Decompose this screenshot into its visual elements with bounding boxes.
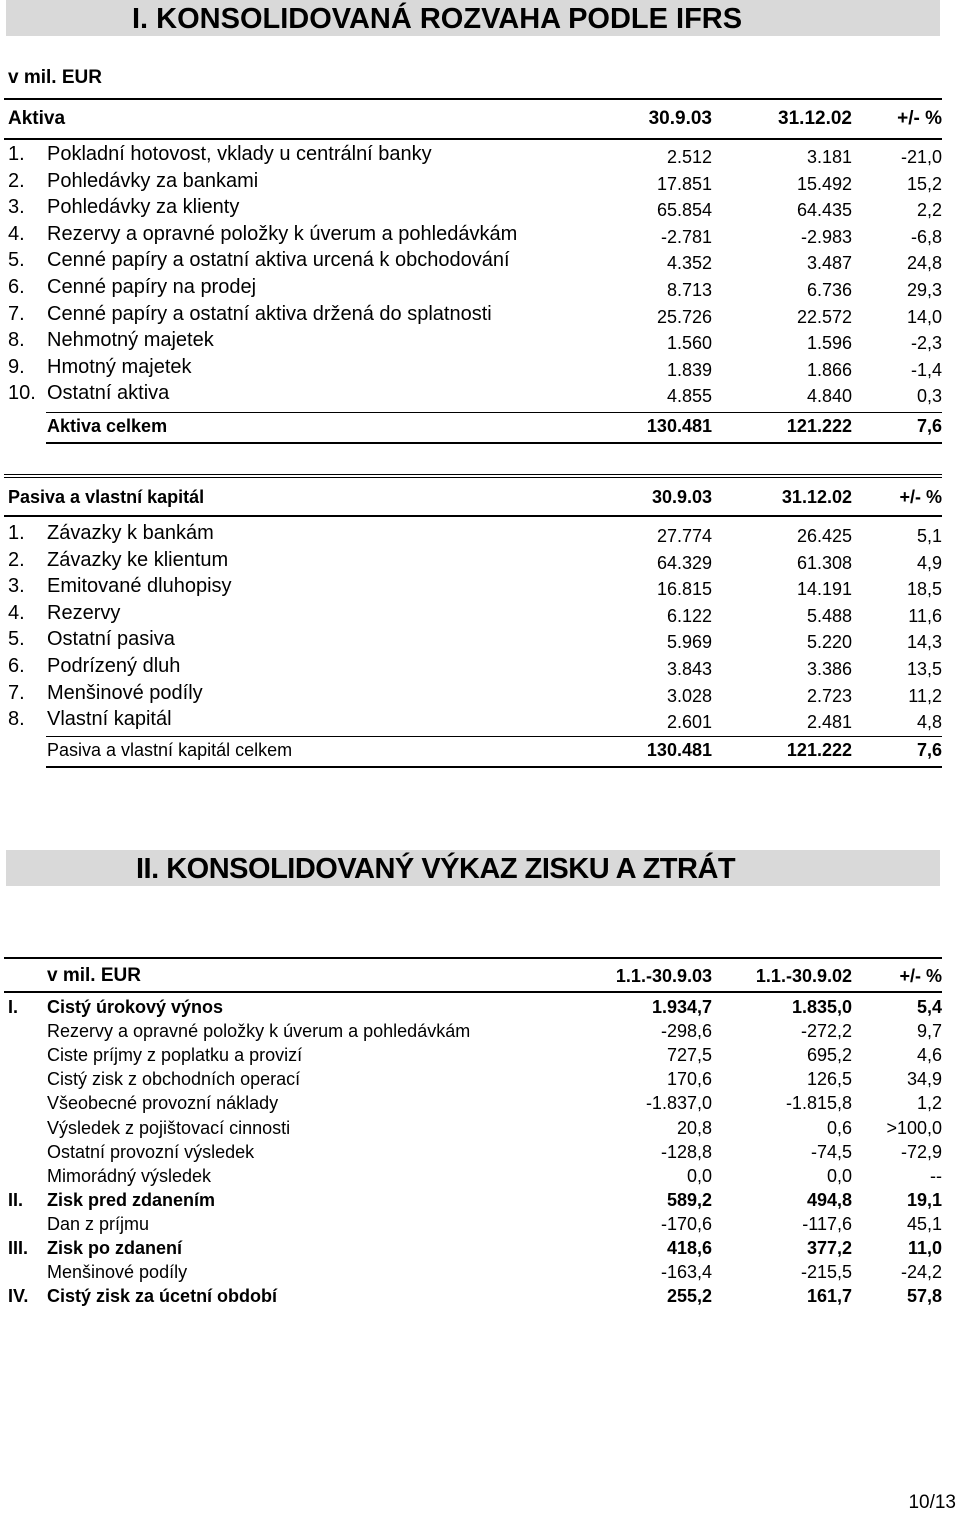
row-value-3: 15,2 bbox=[906, 173, 942, 194]
row-value-2: 494,8 bbox=[806, 1189, 852, 1210]
liabilities-row bbox=[0, 680, 960, 706]
row-value-3: >100,0 bbox=[886, 1117, 942, 1138]
divider bbox=[4, 138, 942, 140]
row-value-2: 15.492 bbox=[796, 173, 852, 194]
row-label: Cistý zisk za úcetní období bbox=[47, 1286, 278, 1307]
row-value-1: 170,6 bbox=[666, 1069, 712, 1090]
liabilities-header-col2: 31.12.02 bbox=[781, 487, 852, 507]
row-label: Cistý úrokový výnos bbox=[47, 997, 224, 1017]
income-row bbox=[0, 1042, 960, 1068]
row-value-2: 5.220 bbox=[806, 632, 852, 653]
income-header-col1: 1.1.-30.9.03 bbox=[615, 966, 712, 986]
income-row bbox=[0, 1115, 960, 1141]
income-header-label: v mil. EUR bbox=[47, 965, 141, 986]
row-label: Emitované dluhopisy bbox=[47, 575, 232, 598]
row-value-3: 19,1 bbox=[906, 1189, 942, 1210]
assets-total-row bbox=[0, 413, 960, 439]
income-row bbox=[0, 1066, 960, 1092]
row-number: 8. bbox=[8, 329, 25, 352]
row-value-2: 64.435 bbox=[796, 200, 852, 221]
row-value-2: 6.736 bbox=[806, 280, 852, 300]
row-value-2: 22.572 bbox=[796, 306, 852, 327]
assets-row bbox=[0, 168, 960, 194]
row-label: Pohledávky za klienty bbox=[47, 196, 240, 219]
row-value-1: 1.839 bbox=[666, 359, 712, 380]
row-value-2: 4.840 bbox=[806, 386, 852, 407]
row-value-3: 11,2 bbox=[908, 685, 942, 706]
row-value-3: 57,8 bbox=[906, 1286, 942, 1307]
income-row bbox=[0, 994, 960, 1020]
row-value-2: 3.181 bbox=[806, 147, 852, 167]
income-header-col3: +/- % bbox=[899, 966, 942, 986]
row-label: Zisk po zdanení bbox=[47, 1238, 183, 1258]
row-label: Cenné papíry na prodej bbox=[47, 276, 257, 298]
row-value-3: 5,4 bbox=[916, 997, 942, 1017]
assets-row bbox=[0, 301, 960, 327]
assets-header bbox=[0, 106, 960, 132]
row-number: 4. bbox=[8, 601, 25, 624]
row-label: Závazky ke klientum bbox=[47, 548, 229, 571]
row-value-1: 16.815 bbox=[656, 579, 712, 600]
assets-row bbox=[0, 327, 960, 353]
row-value-2: -215,5 bbox=[800, 1262, 852, 1283]
section-2-title: II. KONSOLIDOVANÝ VÝKAZ ZISKU A ZTRÁT bbox=[136, 853, 736, 885]
income-row bbox=[0, 1139, 960, 1165]
row-value-3: 4,9 bbox=[916, 552, 942, 573]
row-label: Menšinové podíly bbox=[47, 1262, 188, 1283]
row-value-2: 377,2 bbox=[806, 1238, 852, 1258]
row-label: Vlastní kapitál bbox=[47, 708, 172, 731]
row-value-1: 25.726 bbox=[656, 306, 712, 327]
row-value-2: 695,2 bbox=[806, 1045, 852, 1066]
row-value-1: 6.122 bbox=[666, 605, 712, 626]
assets-row bbox=[0, 141, 960, 167]
row-label: Ostatní aktiva bbox=[47, 382, 170, 405]
row-value-1: 2.601 bbox=[666, 712, 712, 733]
income-row bbox=[0, 1187, 960, 1213]
divider bbox=[4, 515, 942, 517]
liabilities-row bbox=[0, 547, 960, 573]
row-value-1: 727,5 bbox=[666, 1045, 712, 1066]
row-value-2: 1.596 bbox=[806, 333, 852, 354]
row-value-3: 29,3 bbox=[906, 280, 942, 300]
row-value-3: 1,2 bbox=[916, 1093, 942, 1114]
row-value-3: -24,2 bbox=[900, 1262, 942, 1283]
page-number: 10/13 bbox=[908, 1492, 956, 1513]
row-value-1: 2.512 bbox=[666, 147, 712, 167]
row-label: Ostatní pasiva bbox=[47, 628, 175, 651]
row-value-1: 3.843 bbox=[666, 659, 712, 679]
row-number: 4. bbox=[8, 222, 25, 245]
row-label: Dan z príjmu bbox=[47, 1213, 150, 1234]
row-value-3: 11,6 bbox=[908, 605, 942, 626]
row-value-2: 3.487 bbox=[806, 253, 852, 274]
income-row bbox=[0, 1090, 960, 1116]
assets-header-label: Aktiva bbox=[8, 108, 66, 129]
row-value-2: 2.723 bbox=[806, 685, 852, 706]
row-value-2: 61.308 bbox=[796, 552, 852, 573]
row-label: Podrízený dluh bbox=[47, 655, 181, 677]
row-number: III. bbox=[8, 1238, 29, 1258]
row-value-3: -- bbox=[930, 1165, 942, 1186]
row-value-3: 0,3 bbox=[916, 386, 942, 407]
row-value-1: -163,4 bbox=[660, 1262, 712, 1283]
divider bbox=[4, 991, 942, 993]
row-label: Cenné papíry a ostatní aktiva držená do splatnosti bbox=[47, 302, 492, 325]
row-number: 5. bbox=[8, 628, 25, 651]
row-value-1: 17.851 bbox=[656, 173, 712, 194]
income-row bbox=[0, 1235, 960, 1261]
row-label: Závazky k bankám bbox=[47, 522, 214, 544]
row-value-3: 14,3 bbox=[906, 632, 942, 653]
row-value-3: 9,7 bbox=[916, 1021, 942, 1042]
row-value-1: -170,6 bbox=[660, 1213, 712, 1234]
row-value-1: 589,2 bbox=[666, 1189, 712, 1210]
row-number: 7. bbox=[8, 302, 25, 325]
income-row bbox=[0, 1211, 960, 1237]
assets-total-label: Aktiva celkem bbox=[47, 416, 168, 436]
row-value-3: 45,1 bbox=[906, 1213, 942, 1234]
row-value-1: 3.028 bbox=[666, 685, 712, 706]
row-value-1: 0,0 bbox=[686, 1165, 712, 1186]
liabilities-total-v3: 7,6 bbox=[916, 740, 942, 760]
liabilities-header-col1: 30.9.03 bbox=[651, 487, 712, 507]
row-number: 10. bbox=[8, 382, 36, 405]
row-label: Výsledek z pojištovací cinnosti bbox=[47, 1117, 291, 1138]
row-value-3: 13,5 bbox=[906, 659, 942, 679]
section-2-banner bbox=[6, 850, 940, 886]
liabilities-header-col3: +/- % bbox=[899, 487, 942, 507]
row-label: Zisk pred zdanením bbox=[47, 1189, 216, 1210]
row-value-2: -1.815,8 bbox=[785, 1093, 852, 1114]
unit-label: v mil. EUR bbox=[8, 67, 102, 88]
row-value-3: 14,0 bbox=[906, 306, 942, 327]
row-value-3: 4,8 bbox=[916, 712, 942, 733]
row-label: Hmotný majetek bbox=[47, 355, 192, 378]
liabilities-row bbox=[0, 573, 960, 599]
row-value-2: -2.983 bbox=[800, 226, 852, 247]
income-row bbox=[0, 1283, 960, 1309]
row-number: 1. bbox=[8, 143, 25, 165]
row-value-3: 5,1 bbox=[916, 526, 942, 546]
row-value-3: -72,9 bbox=[900, 1141, 942, 1162]
row-number: 1. bbox=[8, 522, 25, 544]
row-value-3: 24,8 bbox=[906, 253, 942, 274]
row-label: Cenné papíry a ostatní aktiva urcená k obchodování bbox=[47, 249, 510, 272]
liabilities-total-v1: 130.481 bbox=[646, 740, 712, 760]
row-value-1: 1.560 bbox=[666, 333, 712, 354]
row-label: Mimorádný výsledek bbox=[47, 1165, 212, 1186]
row-value-2: 0,0 bbox=[826, 1165, 852, 1186]
row-value-3: -21,0 bbox=[900, 147, 942, 167]
row-value-1: 64.329 bbox=[656, 552, 712, 573]
row-value-2: -74,5 bbox=[810, 1141, 852, 1162]
assets-row bbox=[0, 194, 960, 220]
row-value-3: 4,6 bbox=[916, 1045, 942, 1066]
assets-row bbox=[0, 221, 960, 247]
row-number: 7. bbox=[8, 681, 25, 704]
row-value-2: 1.866 bbox=[806, 359, 852, 380]
row-value-1: 65.854 bbox=[656, 200, 712, 221]
divider bbox=[4, 957, 942, 959]
liabilities-row bbox=[0, 600, 960, 626]
liabilities-total-v2: 121.222 bbox=[786, 740, 852, 760]
row-label: Rezervy a opravné položky k úverum a pohledávkám bbox=[47, 222, 518, 245]
row-number: 5. bbox=[8, 249, 25, 272]
row-value-3: 34,9 bbox=[906, 1069, 942, 1090]
section-1-title: I. KONSOLIDOVANÁ ROZVAHA PODLE IFRS bbox=[132, 3, 743, 35]
row-number: 8. bbox=[8, 708, 25, 731]
divider bbox=[46, 766, 942, 768]
row-value-2: 3.386 bbox=[806, 659, 852, 679]
row-value-1: 418,6 bbox=[666, 1238, 712, 1258]
income-row bbox=[0, 1018, 960, 1044]
row-value-2: 1.835,0 bbox=[791, 997, 852, 1017]
row-value-1: -2.781 bbox=[660, 226, 712, 247]
assets-header-col1: 30.9.03 bbox=[648, 108, 712, 129]
row-number: 9. bbox=[8, 355, 25, 378]
row-value-2: 26.425 bbox=[796, 526, 852, 546]
row-value-1: 8.713 bbox=[666, 280, 712, 300]
row-value-3: 11,0 bbox=[907, 1238, 942, 1258]
income-header-col2: 1.1.-30.9.02 bbox=[755, 966, 852, 986]
row-label: Ciste príjmy z poplatku a provizí bbox=[47, 1045, 303, 1066]
row-value-1: 20,8 bbox=[676, 1117, 712, 1138]
income-row bbox=[0, 1163, 960, 1189]
row-value-2: 14.191 bbox=[796, 579, 852, 600]
liabilities-row bbox=[0, 626, 960, 652]
row-value-1: 4.855 bbox=[666, 386, 712, 407]
row-label: Menšinové podíly bbox=[47, 681, 203, 704]
divider bbox=[46, 442, 942, 444]
assets-total-v2: 121.222 bbox=[786, 416, 852, 436]
row-value-3: -2,3 bbox=[910, 333, 942, 354]
row-number: 6. bbox=[8, 276, 25, 298]
assets-row bbox=[0, 354, 960, 380]
row-label: Rezervy a opravné položky k úverum a pohledávkám bbox=[47, 1021, 471, 1042]
row-label: Pokladní hotovost, vklady u centrální banky bbox=[47, 143, 432, 165]
row-number: 2. bbox=[8, 169, 25, 192]
row-number: I. bbox=[8, 997, 19, 1017]
assets-total-v1: 130.481 bbox=[646, 416, 712, 436]
row-value-3: 2,2 bbox=[916, 200, 942, 221]
row-label: Nehmotný majetek bbox=[47, 329, 214, 352]
row-number: 3. bbox=[8, 575, 25, 598]
row-value-2: -117,6 bbox=[802, 1213, 852, 1234]
row-value-1: 4.352 bbox=[666, 253, 712, 274]
liabilities-header-label: Pasiva a vlastní kapitál bbox=[8, 487, 205, 507]
liabilities-row bbox=[0, 706, 960, 732]
row-value-1: -128,8 bbox=[660, 1141, 712, 1162]
assets-row bbox=[0, 380, 960, 406]
row-label: Cistý zisk z obchodních operací bbox=[47, 1069, 301, 1090]
row-value-1: 255,2 bbox=[666, 1286, 712, 1307]
assets-header-col3: +/- % bbox=[897, 108, 942, 129]
income-header bbox=[0, 963, 960, 989]
row-number: 3. bbox=[8, 196, 25, 219]
row-value-2: -272,2 bbox=[800, 1021, 852, 1042]
liabilities-row bbox=[0, 653, 960, 679]
assets-total-v3: 7,6 bbox=[916, 416, 942, 436]
row-value-2: 161,7 bbox=[806, 1286, 852, 1307]
liabilities-total-label: Pasiva a vlastní kapitál celkem bbox=[47, 740, 293, 760]
assets-row bbox=[0, 247, 960, 273]
row-value-2: 5.488 bbox=[806, 605, 852, 626]
assets-row bbox=[0, 274, 960, 300]
row-number: 2. bbox=[8, 548, 25, 571]
row-value-1: 1.934,7 bbox=[651, 997, 712, 1017]
row-label: Rezervy bbox=[47, 601, 121, 624]
row-number: II. bbox=[8, 1189, 24, 1210]
section-1-banner bbox=[6, 0, 940, 36]
row-value-3: -6,8 bbox=[910, 226, 942, 247]
row-value-3: -1,4 bbox=[910, 359, 942, 380]
liabilities-total-row bbox=[0, 737, 960, 763]
row-number: IV. bbox=[8, 1286, 29, 1307]
liabilities-header bbox=[0, 484, 960, 510]
row-value-3: 18,5 bbox=[906, 579, 942, 600]
divider bbox=[4, 474, 942, 478]
row-value-2: 0,6 bbox=[826, 1117, 852, 1138]
income-row bbox=[0, 1259, 960, 1285]
row-value-1: -298,6 bbox=[660, 1021, 712, 1042]
row-value-1: 5.969 bbox=[666, 632, 712, 653]
row-label: Všeobecné provozní náklady bbox=[47, 1093, 279, 1114]
row-label: Ostatní provozní výsledek bbox=[47, 1141, 255, 1162]
row-number: 6. bbox=[8, 655, 25, 677]
row-label: Pohledávky za bankami bbox=[47, 169, 259, 192]
liabilities-row bbox=[0, 520, 960, 546]
row-value-2: 2.481 bbox=[806, 712, 852, 733]
row-value-2: 126,5 bbox=[806, 1069, 852, 1090]
assets-header-col2: 31.12.02 bbox=[778, 108, 852, 129]
divider bbox=[4, 98, 942, 100]
row-value-1: 27.774 bbox=[656, 526, 712, 546]
row-value-1: -1.837,0 bbox=[645, 1093, 712, 1114]
